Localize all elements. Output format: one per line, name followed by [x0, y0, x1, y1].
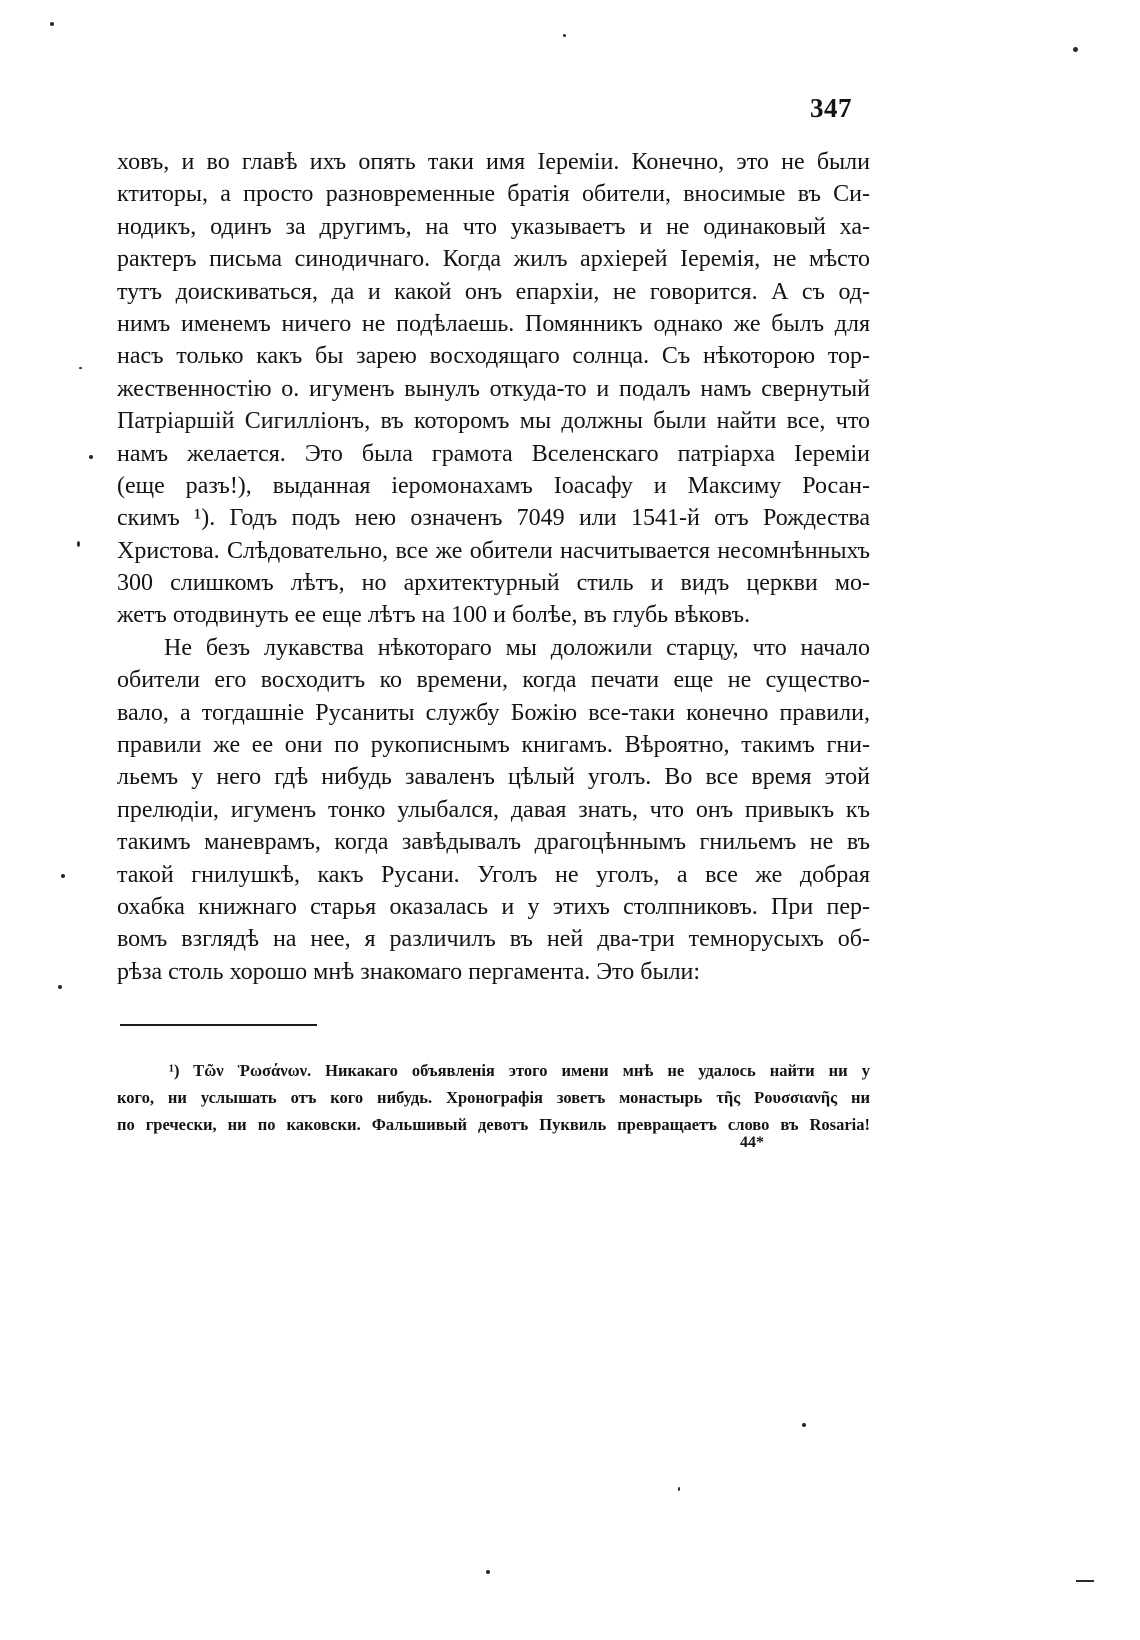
- page-number: 347: [810, 93, 852, 123]
- text-line: правили же ее они по рукописнымъ книгамъ. Вѣроятно, такимъ гни-: [117, 732, 870, 759]
- scan-speck: [486, 1570, 490, 1574]
- text-line: Не безъ лукавства нѣкотораго мы доложили старцу, что начало: [164, 634, 870, 661]
- scan-speck: [61, 874, 65, 878]
- text-line: вало, а тогдашніе Русаниты службу Божію все-таки конечно правили,: [117, 699, 870, 726]
- printer-signature-mark: 44*: [740, 1134, 764, 1151]
- text-line: вомъ взглядѣ на нее, я различилъ въ ней два-три темнорусыхъ об-: [117, 926, 870, 953]
- text-line: 300 слишкомъ лѣтъ, но архитектурный стиль и видъ церкви мо-: [117, 570, 870, 597]
- scan-speck: [58, 985, 62, 989]
- text-line: нодикъ, одинъ за другимъ, на что указываетъ и не одинаковый ха-: [117, 213, 870, 240]
- text-line: скимъ ¹). Годъ подъ нею означенъ 7049 или 1541-й отъ Рождества: [117, 505, 870, 532]
- text-line: тутъ доискиваться, да и какой онъ епархіи, не говорится. А съ од-: [117, 278, 870, 305]
- text-line: льемъ у него гдѣ нибудь заваленъ цѣлый уголъ. Во все время этой: [117, 764, 870, 791]
- text-line: ховъ, и во главѣ ихъ опять таки имя Іереміи. Конечно, это не были: [117, 149, 870, 175]
- paragraph: [117, 632, 870, 988]
- scan-speck: [1073, 47, 1078, 52]
- text-line: обители его восходитъ ко времени, когда печати еще не существо-: [117, 667, 870, 694]
- text-line: прелюдіи, игуменъ тонко улыбался, давая знать, что онъ привыкъ къ: [117, 796, 870, 823]
- body-text: [117, 146, 870, 988]
- scan-speck: [77, 541, 80, 547]
- footnote-line: ¹) Τῶν Ῥωσάνων. Никакаго объявленія этого имени мнѣ не удалось найти ни у: [169, 1061, 870, 1080]
- footnote: [117, 1057, 870, 1138]
- scan-speck: [678, 1487, 680, 1491]
- text-line: такой гнилушкѣ, какъ Русани. Уголъ не уголъ, а все же добрая: [117, 861, 870, 888]
- paragraph: [117, 146, 870, 632]
- text-line: нимъ именемъ ничего не подѣлаешь. Помянникъ однако же былъ для: [117, 310, 870, 337]
- text-line: рѣза столь хорошо мнѣ знакомаго пергамента. Это были:: [117, 958, 701, 985]
- scan-speck: [563, 34, 566, 37]
- text-line: такимъ маневрамъ, когда завѣдывалъ драгоцѣннымъ гнильемъ не въ: [117, 829, 870, 856]
- scan-speck: [802, 1423, 806, 1427]
- text-line: ктиторы, а просто разновременные братія обители, вносимые въ Си-: [117, 181, 870, 208]
- scan-speck: [79, 367, 82, 369]
- text-line: жетъ отодвинуть ее еще лѣтъ на 100 и болѣе, въ глубь вѣковъ.: [117, 602, 751, 629]
- text-line: (еще разъ!), выданная іеромонахамъ Іоасафу и Максиму Росан-: [117, 472, 870, 499]
- text-line: рактеръ письма синодичнаго. Когда жилъ архіерей Іеремія, не мѣсто: [117, 246, 870, 273]
- text-line: Патріаршій Сигилліонъ, въ которомъ мы должны были найти все, что: [117, 408, 870, 435]
- scan-speck: [89, 455, 93, 459]
- text-line: намъ желается. Это была грамота Вселенскаго патріарха Іереміи: [117, 440, 870, 467]
- footnote-rule: [120, 1024, 317, 1026]
- text-line: охабка книжнаго старья оказалась и у этихъ столпниковъ. При пер-: [117, 893, 870, 920]
- text-line: насъ только какъ бы зарею восходящаго солнца. Съ нѣкоторою тор-: [117, 343, 870, 370]
- scan-speck: [1076, 1580, 1094, 1582]
- footnote-line: кого, ни услышать отъ кого нибудь. Хронографія зоветъ монастырь τῆς Ρουσσιανῆς ни: [117, 1088, 870, 1107]
- scan-speck: [50, 22, 54, 26]
- text-line: Христова. Слѣдовательно, все же обители насчитывается несомнѣнныхъ: [117, 537, 870, 564]
- text-line: жественностію о. игуменъ вынулъ откуда-то и подалъ намъ свернутый: [117, 375, 870, 402]
- footnote-line: по гречески, ни по каковски. Фальшивый девотъ Пуквиль превращаетъ слово въ Rosaria!: [117, 1115, 870, 1134]
